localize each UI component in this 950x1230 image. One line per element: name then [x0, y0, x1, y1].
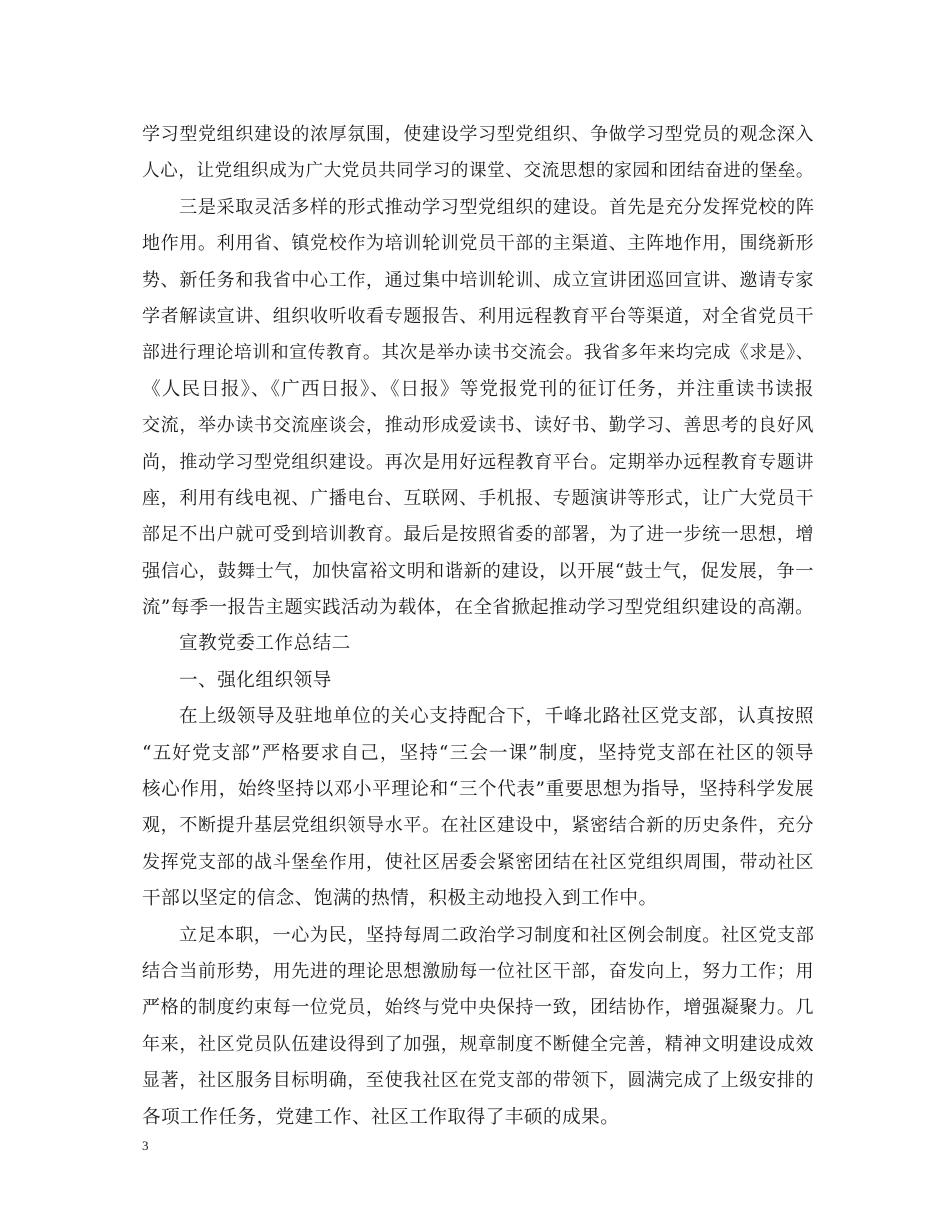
page-number: 3 [142, 1138, 149, 1153]
text-line: 势、新任务和我省中心工作，通过集中培训轮训、成立宣讲团巡回宣讲、邀请专家 [142, 269, 814, 291]
text-line: 结合当前形势，用先进的理论思想激励每一位社区干部，奋发向上，努力工作；用 [142, 960, 814, 982]
text-line: 流”每季一报告主题实践活动为载体，在全省掀起推动学习型党组织建设的高潮。 [142, 597, 814, 619]
text-line: 在上级领导及驻地单位的关心支持配合下，千峰北路社区党支部，认真按照 [179, 706, 814, 728]
text-line: 干部以坚定的信念、饱满的热情，积极主动地投入到工作中。 [142, 888, 658, 910]
text-line: 核心作用，始终坚持以邓小平理论和“三个代表”重要思想为指导，坚持科学发展 [142, 779, 814, 801]
text-line: “五好党支部”严格要求自己，坚持“三会一课”制度，坚持党支部在社区的领导 [142, 742, 814, 764]
text-line: 年来，社区党员队伍建设得到了加强，规章制度不断健全完善，精神文明建设成效 [142, 1033, 814, 1055]
text-line: 严格的制度约束每一位党员，始终与党中央保持一致，团结协作，增强凝聚力。几 [142, 997, 814, 1019]
document-body [142, 117, 814, 1136]
text-line: 各项工作任务，党建工作、社区工作取得了丰硕的成果。 [142, 1106, 620, 1128]
text-line: 《人民日报》、《广西日报》、《日报》等党报党刊的征订任务，并注重读书读报 [142, 378, 814, 400]
text-line: 人心，让党组织成为广大党员共同学习的课堂、交流思想的家园和团结奋进的堡垒。 [142, 161, 814, 182]
text-line: 三是采取灵活多样的形式推动学习型党组织的建设。首先是充分发挥党校的阵 [179, 196, 815, 218]
text-line: 部进行理论培训和宣传教育。其次是举办读书交流会。我省多年来均完成《求是》、 [142, 342, 814, 364]
text-line: 显著，社区服务目标明确，至使我社区在党支部的带领下，圆满完成了上级安排的 [142, 1070, 814, 1092]
text-line: 部足不出户就可受到培训教育。最后是按照省委的部署，为了进一步统一思想，增 [142, 524, 814, 546]
text-line: 强信心，鼓舞士气，加快富裕文明和谐新的建设，以开展“鼓士气，促发展，争一 [142, 560, 814, 582]
text-line: 交流，举办读书交流座谈会，推动形成爱读书、读好书、勤学习、善思考的良好风 [142, 415, 814, 437]
text-line: 尚，推动学习型党组织建设。再次是用好远程教育平台。定期举办远程教育专题讲 [142, 451, 814, 473]
text-line: 发挥党支部的战斗堡垒作用，使社区居委会紧密团结在社区党组织周围，带动社区 [142, 851, 814, 873]
text-line: 立足本职，一心为民，坚持每周二政治学习制度和社区例会制度。社区党支部 [179, 924, 815, 946]
text-line: 一、强化组织领导 [179, 669, 332, 691]
text-line: 学习型党组织建设的浓厚氛围，使建设学习型党组织、争做学习型党员的观念深入 [142, 124, 814, 145]
text-line: 观，不断提升基层党组织领导水平。在社区建设中，紧密结合新的历史条件，充分 [142, 815, 814, 837]
text-line: 座，利用有线电视、广播电台、互联网、手机报、专题演讲等形式，让广大党员干 [142, 487, 814, 509]
text-line: 地作用。利用省、镇党校作为培训轮训党员干部的主渠道、主阵地作用，围绕新形 [142, 233, 814, 255]
text-line: 宣教党委工作总结二 [179, 633, 351, 655]
text-line: 学者解读宣讲、组织收听收看专题报告、利用远程教育平台等渠道，对全省党员干 [142, 305, 814, 327]
